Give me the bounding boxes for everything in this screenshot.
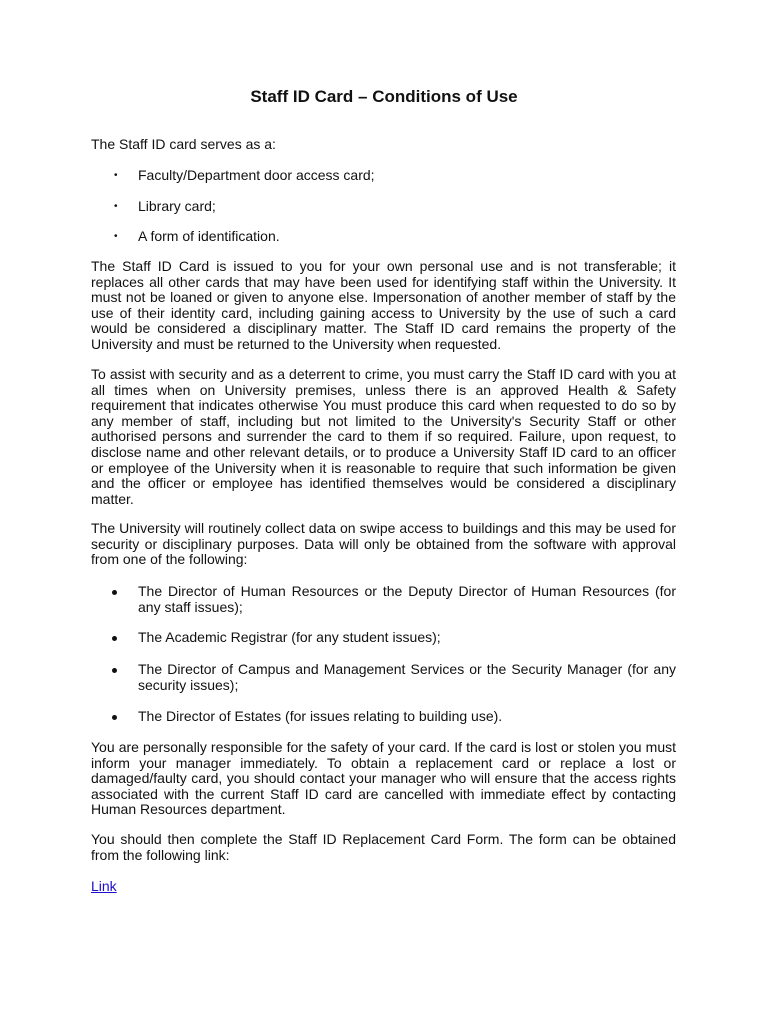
list-item: The Director of Campus and Management Services or the Security Manager (for any security issues); xyxy=(91,662,676,693)
list-item: The Director of Human Resources or the Deputy Director of Human Resources (for any staff issues); xyxy=(91,584,676,615)
paragraph-issue: The Staff ID Card is issued to you for your own personal use and is not transferable; it replaces all other cards that may have been used for identifying staff within the University. It must not be loaned or given to anyone else. Impersonation of another member of staff by the use of their identity card, including gaining access to University by the use of such a card would be considered a disciplinary matter. The Staff ID card remains the property of the University and must be returned to the University when requested. xyxy=(91,258,676,352)
list-item: The Director of Estates (for issues relating to building use). xyxy=(91,709,676,725)
bullet-icon: • xyxy=(114,201,118,212)
paragraph-data: The University will routinely collect data on swipe access to buildings and this may be used for security or disciplinary purposes. Data will only be obtained from the software with approval from one of the following: xyxy=(91,520,676,568)
bullet-icon xyxy=(112,715,117,720)
bullet-icon xyxy=(112,590,117,595)
bullet-icon: • xyxy=(114,170,118,181)
paragraph-security: To assist with security and as a deterrent to crime, you must carry the Staff ID card with you at all times when on University premises, unless there is an approved Health & Safety requirement that indicates otherwise You must produce this card when requested to do so by any member of staff, including but not limited to the University's Security Staff or other authorised persons and surrender the card to them if so required. Failure, upon request, to disclose name and other relevant details, or to produce a University Staff ID card to an officer or employee of the University when it is reasonable to require that such information be given and the officer or employee has identified themselves would be considered a disciplinary matter. xyxy=(91,366,676,507)
paragraph-lost-card: You are personally responsible for the safety of your card. If the card is lost or stolen you must inform your manager immediately. To obtain a replacement card or replace a lost or damaged/faulty card, you should contact your manager who will ensure that the access rights associated with the current Staff ID card are cancelled with immediate effect by contacting Human Resources department. xyxy=(91,739,676,818)
paragraph-replacement: You should then complete the Staff ID Replacement Card Form. The form can be obtained from the following link: xyxy=(91,831,676,863)
page-title: Staff ID Card – Conditions of Use xyxy=(250,87,518,106)
replacement-form-link[interactable]: Link xyxy=(91,878,117,894)
bullet-icon xyxy=(112,636,117,641)
intro-text: The Staff ID card serves as a: xyxy=(91,136,276,152)
bullet-icon xyxy=(112,668,117,673)
list-item: The Academic Registrar (for any student issues); xyxy=(91,630,676,646)
bullet-icon: • xyxy=(114,231,118,242)
